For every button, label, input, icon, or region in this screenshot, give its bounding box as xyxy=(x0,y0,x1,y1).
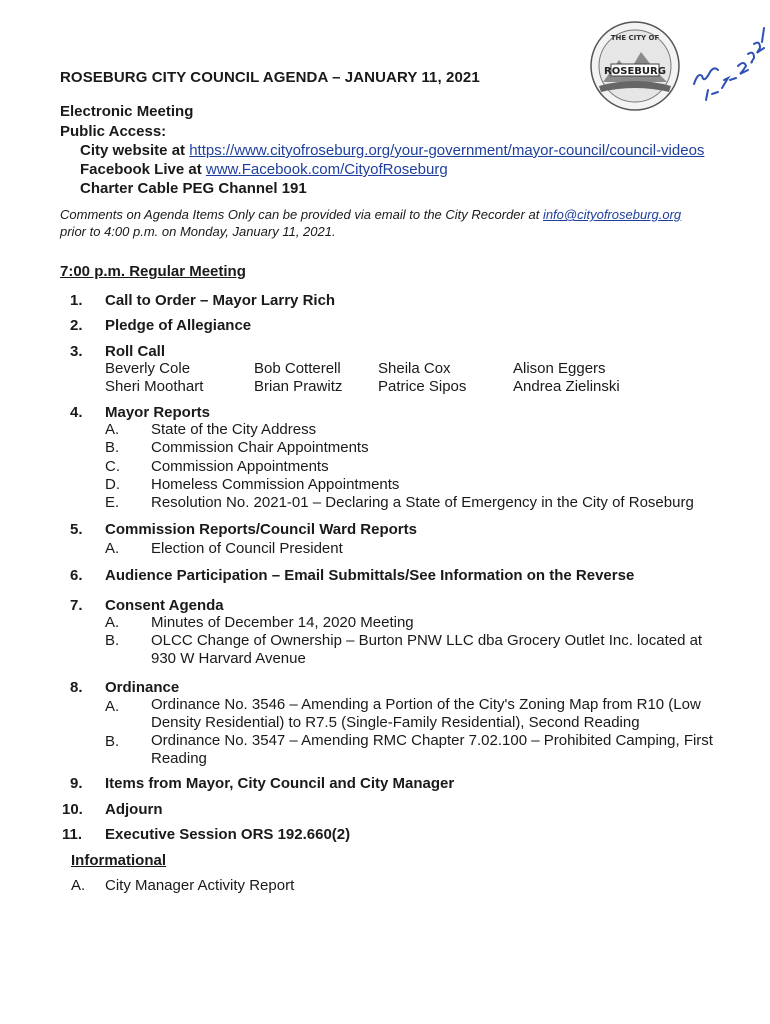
item-number: 10. xyxy=(62,801,83,818)
item-title: Executive Session ORS 192.660(2) xyxy=(105,826,351,843)
city-website-line xyxy=(80,142,704,159)
sub-item-letter: B. xyxy=(105,439,120,456)
facebook-label: Facebook Live at xyxy=(80,161,202,178)
sub-item-text: Commission Appointments xyxy=(151,458,329,475)
sub-item-letter: A. xyxy=(105,698,120,715)
svg-text:THE CITY OF: THE CITY OF xyxy=(610,34,660,42)
regular-meeting-heading: 7:00 p.m. Regular Meeting xyxy=(60,263,246,280)
recorder-email-link[interactable]: info@cityofroseburg.org xyxy=(542,207,682,222)
electronic-meeting-heading: Electronic Meeting xyxy=(60,103,194,120)
sub-item-text: City Manager Activity Report xyxy=(105,877,295,894)
city-website-link[interactable]: https://www.cityofroseburg.org/your-government/mayor-council/council-videos xyxy=(189,142,705,159)
comments-text: Comments on Agenda Items Only can be provided via email to the City Recorder at xyxy=(60,207,540,222)
item-title: Adjourn xyxy=(105,801,163,818)
sub-item-letter: C. xyxy=(105,458,120,475)
handwritten-signature xyxy=(688,14,768,104)
roll-call-name: Beverly Cole xyxy=(105,360,191,377)
item-title: Consent Agenda xyxy=(105,597,224,614)
sub-item-text-cont: Reading xyxy=(151,750,207,767)
sub-item-text: Commission Chair Appointments xyxy=(151,439,369,456)
item-title: Mayor Reports xyxy=(105,404,211,421)
roll-call-name: Sheila Cox xyxy=(378,360,451,377)
sub-item-letter: E. xyxy=(105,494,120,511)
sub-item-letter: A. xyxy=(105,421,120,438)
city-seal-logo xyxy=(589,20,681,112)
sub-item-text: State of the City Address xyxy=(151,421,317,438)
item-number: 1. xyxy=(70,292,83,309)
sub-item-text-cont: 930 W Harvard Avenue xyxy=(151,650,306,667)
roll-call-name: Andrea Zielinski xyxy=(513,378,620,395)
item-number: 3. xyxy=(70,343,83,360)
sub-item-letter: A. xyxy=(105,614,120,631)
item-title: Items from Mayor, City Council and City Manager xyxy=(105,775,455,792)
item-number: 5. xyxy=(70,521,83,538)
item-number: 11. xyxy=(62,826,83,843)
roll-call-name: Brian Prawitz xyxy=(254,378,343,395)
sub-item-text: Homeless Commission Appointments xyxy=(151,476,400,493)
sub-item-letter: A. xyxy=(105,540,120,557)
item-title: Ordinance xyxy=(105,679,180,696)
sub-item-text-cont: Density Residential) to R7.5 (Single-Family Residential), Second Reading xyxy=(151,714,640,731)
sub-item-text: Resolution No. 2021-01 – Declaring a State of Emergency in the City of Roseburg xyxy=(151,494,694,511)
item-number: 4. xyxy=(70,404,83,421)
sub-item-text: Ordinance No. 3547 – Amending RMC Chapter 7.02.100 – Prohibited Camping, First xyxy=(151,732,713,749)
sub-item-text: Minutes of December 14, 2020 Meeting xyxy=(151,614,414,631)
svg-text:ROSEBURG: ROSEBURG xyxy=(604,66,666,77)
item-number: 2. xyxy=(70,317,83,334)
facebook-link[interactable]: www.Facebook.com/CityofRoseburg xyxy=(205,161,448,178)
informational-heading: Informational xyxy=(71,852,167,869)
city-website-label: City website at xyxy=(80,142,186,159)
cable-channel: Charter Cable PEG Channel 191 xyxy=(80,180,307,197)
facebook-line xyxy=(80,161,448,178)
item-number: 9. xyxy=(70,775,83,792)
item-title: Pledge of Allegiance xyxy=(105,317,252,334)
item-title: Commission Reports/Council Ward Reports xyxy=(105,521,417,538)
item-title: Audience Participation – Email Submittals/See Information on the Reverse xyxy=(105,567,635,584)
item-title: Roll Call xyxy=(105,343,166,360)
sub-item-letter: A. xyxy=(71,877,86,894)
item-number: 7. xyxy=(70,597,83,614)
sub-item-text: Ordinance No. 3546 – Amending a Portion of the City's Zoning Map from R10 (Low xyxy=(151,696,701,713)
sub-item-text: Election of Council President xyxy=(151,540,343,557)
comments-deadline: prior to 4:00 p.m. on Monday, January 11, 2021. xyxy=(60,224,336,239)
public-access-heading: Public Access: xyxy=(60,123,167,140)
item-number: 8. xyxy=(70,679,83,696)
item-number: 6. xyxy=(70,567,83,584)
sub-item-letter: B. xyxy=(105,632,120,649)
roll-call-name: Sheri Moothart xyxy=(105,378,204,395)
roll-call-name: Alison Eggers xyxy=(513,360,606,377)
comments-note xyxy=(60,206,740,240)
sub-item-text: OLCC Change of Ownership – Burton PNW LLC dba Grocery Outlet Inc. located at xyxy=(151,632,703,649)
sub-item-letter: D. xyxy=(105,476,120,493)
roll-call-name: Bob Cotterell xyxy=(254,360,341,377)
roll-call-name: Patrice Sipos xyxy=(378,378,467,395)
page-title: ROSEBURG CITY COUNCIL AGENDA – JANUARY 11, 2021 xyxy=(60,69,480,86)
item-title: Call to Order – Mayor Larry Rich xyxy=(105,292,336,309)
sub-item-letter: B. xyxy=(105,733,120,750)
